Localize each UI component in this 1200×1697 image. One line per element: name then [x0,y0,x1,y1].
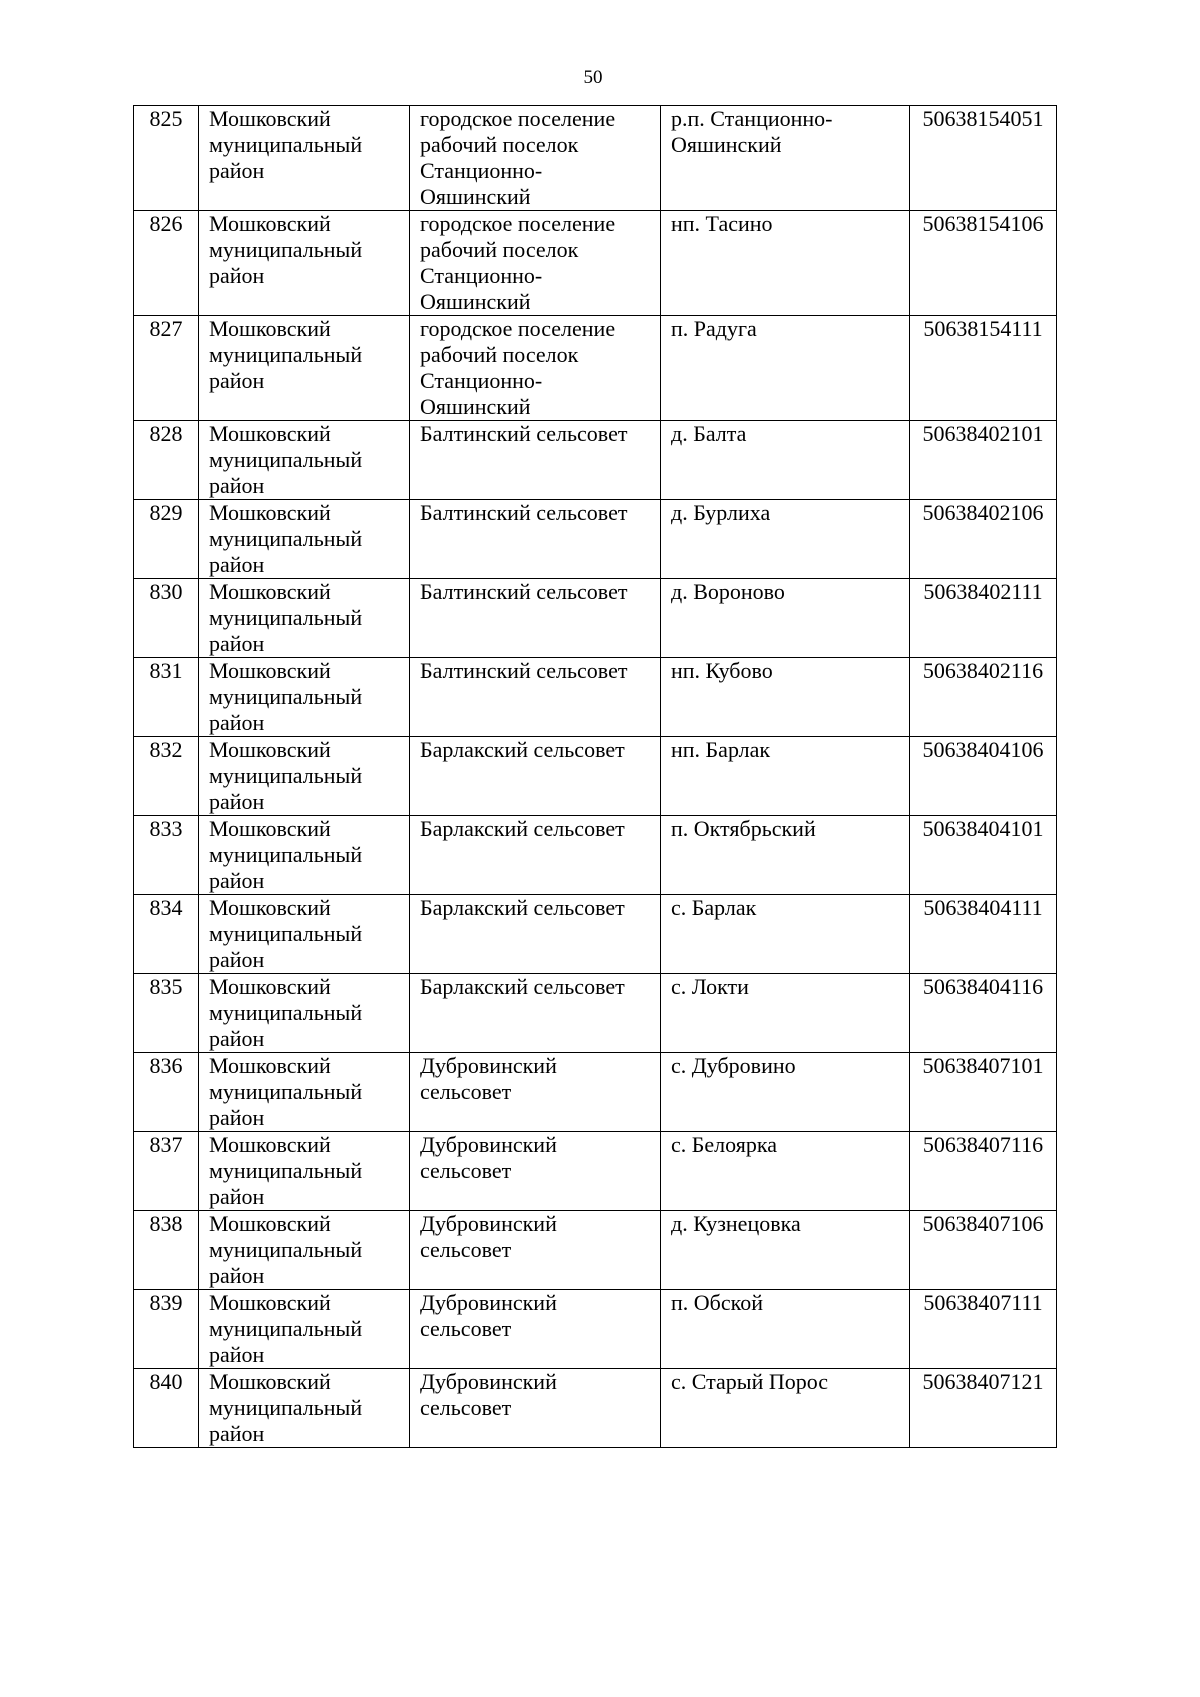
row-number-cell: 831 [134,658,199,737]
row-number-cell: 838 [134,1211,199,1290]
settlements-table [133,105,1057,1448]
settlement-cell: Дубровинский сельсовет [410,1290,661,1369]
table-row [134,421,1057,500]
district-cell: Мошковский муниципальный район [199,1369,410,1448]
district-cell: Мошковский муниципальный район [199,737,410,816]
row-number-cell: 830 [134,579,199,658]
row-number-cell: 840 [134,1369,199,1448]
locality-cell: с. Белоярка [661,1132,910,1211]
district-cell: Мошковский муниципальный район [199,1290,410,1369]
code-cell: 50638404106 [910,737,1057,816]
code-cell: 50638154106 [910,211,1057,316]
settlement-cell: городское поселение рабочий поселок Станционно-Ояшинский [410,316,661,421]
settlement-cell: Дубровинский сельсовет [410,1053,661,1132]
settlement-cell: городское поселение рабочий поселок Станционно-Ояшинский [410,211,661,316]
table-row [134,1290,1057,1369]
district-cell: Мошковский муниципальный район [199,211,410,316]
table-row [134,1132,1057,1211]
district-cell: Мошковский муниципальный район [199,1132,410,1211]
locality-cell: д. Вороново [661,579,910,658]
table-row [134,895,1057,974]
table-row [134,316,1057,421]
settlement-cell: Дубровинский сельсовет [410,1132,661,1211]
row-number-cell: 825 [134,106,199,211]
locality-cell: с. Дубровино [661,1053,910,1132]
district-cell: Мошковский муниципальный район [199,974,410,1053]
row-number-cell: 826 [134,211,199,316]
table-row [134,974,1057,1053]
code-cell: 50638404101 [910,816,1057,895]
settlement-cell: Дубровинский сельсовет [410,1211,661,1290]
settlement-cell: Барлакский сельсовет [410,816,661,895]
code-cell: 50638407101 [910,1053,1057,1132]
table-row [134,658,1057,737]
table-row [134,816,1057,895]
district-cell: Мошковский муниципальный район [199,500,410,579]
code-cell: 50638404111 [910,895,1057,974]
district-cell: Мошковский муниципальный район [199,1053,410,1132]
locality-cell: д. Бурлиха [661,500,910,579]
settlement-cell: Барлакский сельсовет [410,895,661,974]
table-row [134,1369,1057,1448]
settlement-cell: Балтинский сельсовет [410,500,661,579]
locality-cell: д. Кузнецовка [661,1211,910,1290]
code-cell: 50638402111 [910,579,1057,658]
row-number-cell: 833 [134,816,199,895]
row-number-cell: 827 [134,316,199,421]
code-cell: 50638407116 [910,1132,1057,1211]
code-cell: 50638402116 [910,658,1057,737]
locality-cell: р.п. Станционно-Ояшинский [661,106,910,211]
row-number-cell: 836 [134,1053,199,1132]
table-row [134,1211,1057,1290]
row-number-cell: 834 [134,895,199,974]
settlement-cell: Барлакский сельсовет [410,737,661,816]
code-cell: 50638154111 [910,316,1057,421]
row-number-cell: 829 [134,500,199,579]
row-number-cell: 828 [134,421,199,500]
table-body [134,106,1057,1448]
district-cell: Мошковский муниципальный район [199,816,410,895]
district-cell: Мошковский муниципальный район [199,895,410,974]
code-cell: 50638404116 [910,974,1057,1053]
code-cell: 50638402106 [910,500,1057,579]
locality-cell: п. Обской [661,1290,910,1369]
locality-cell: нп. Тасино [661,211,910,316]
table-row [134,1053,1057,1132]
district-cell: Мошковский муниципальный район [199,658,410,737]
row-number-cell: 835 [134,974,199,1053]
code-cell: 50638402101 [910,421,1057,500]
district-cell: Мошковский муниципальный район [199,106,410,211]
locality-cell: п. Радуга [661,316,910,421]
district-cell: Мошковский муниципальный район [199,579,410,658]
locality-cell: нп. Барлак [661,737,910,816]
locality-cell: п. Октябрьский [661,816,910,895]
district-cell: Мошковский муниципальный район [199,316,410,421]
settlement-cell: городское поселение рабочий поселок Станционно-Ояшинский [410,106,661,211]
district-cell: Мошковский муниципальный район [199,1211,410,1290]
locality-cell: с. Локти [661,974,910,1053]
table-row [134,737,1057,816]
settlement-cell: Балтинский сельсовет [410,421,661,500]
settlement-cell: Барлакский сельсовет [410,974,661,1053]
district-cell: Мошковский муниципальный район [199,421,410,500]
table-row [134,500,1057,579]
row-number-cell: 832 [134,737,199,816]
locality-cell: с. Старый Порос [661,1369,910,1448]
table-row [134,211,1057,316]
code-cell: 50638154051 [910,106,1057,211]
settlement-cell: Балтинский сельсовет [410,658,661,737]
row-number-cell: 837 [134,1132,199,1211]
code-cell: 50638407106 [910,1211,1057,1290]
code-cell: 50638407111 [910,1290,1057,1369]
locality-cell: нп. Кубово [661,658,910,737]
table-row [134,579,1057,658]
row-number-cell: 839 [134,1290,199,1369]
settlement-cell: Балтинский сельсовет [410,579,661,658]
page-number: 50 [583,67,603,88]
settlement-cell: Дубровинский сельсовет [410,1369,661,1448]
table-row [134,106,1057,211]
locality-cell: с. Барлак [661,895,910,974]
locality-cell: д. Балта [661,421,910,500]
code-cell: 50638407121 [910,1369,1057,1448]
